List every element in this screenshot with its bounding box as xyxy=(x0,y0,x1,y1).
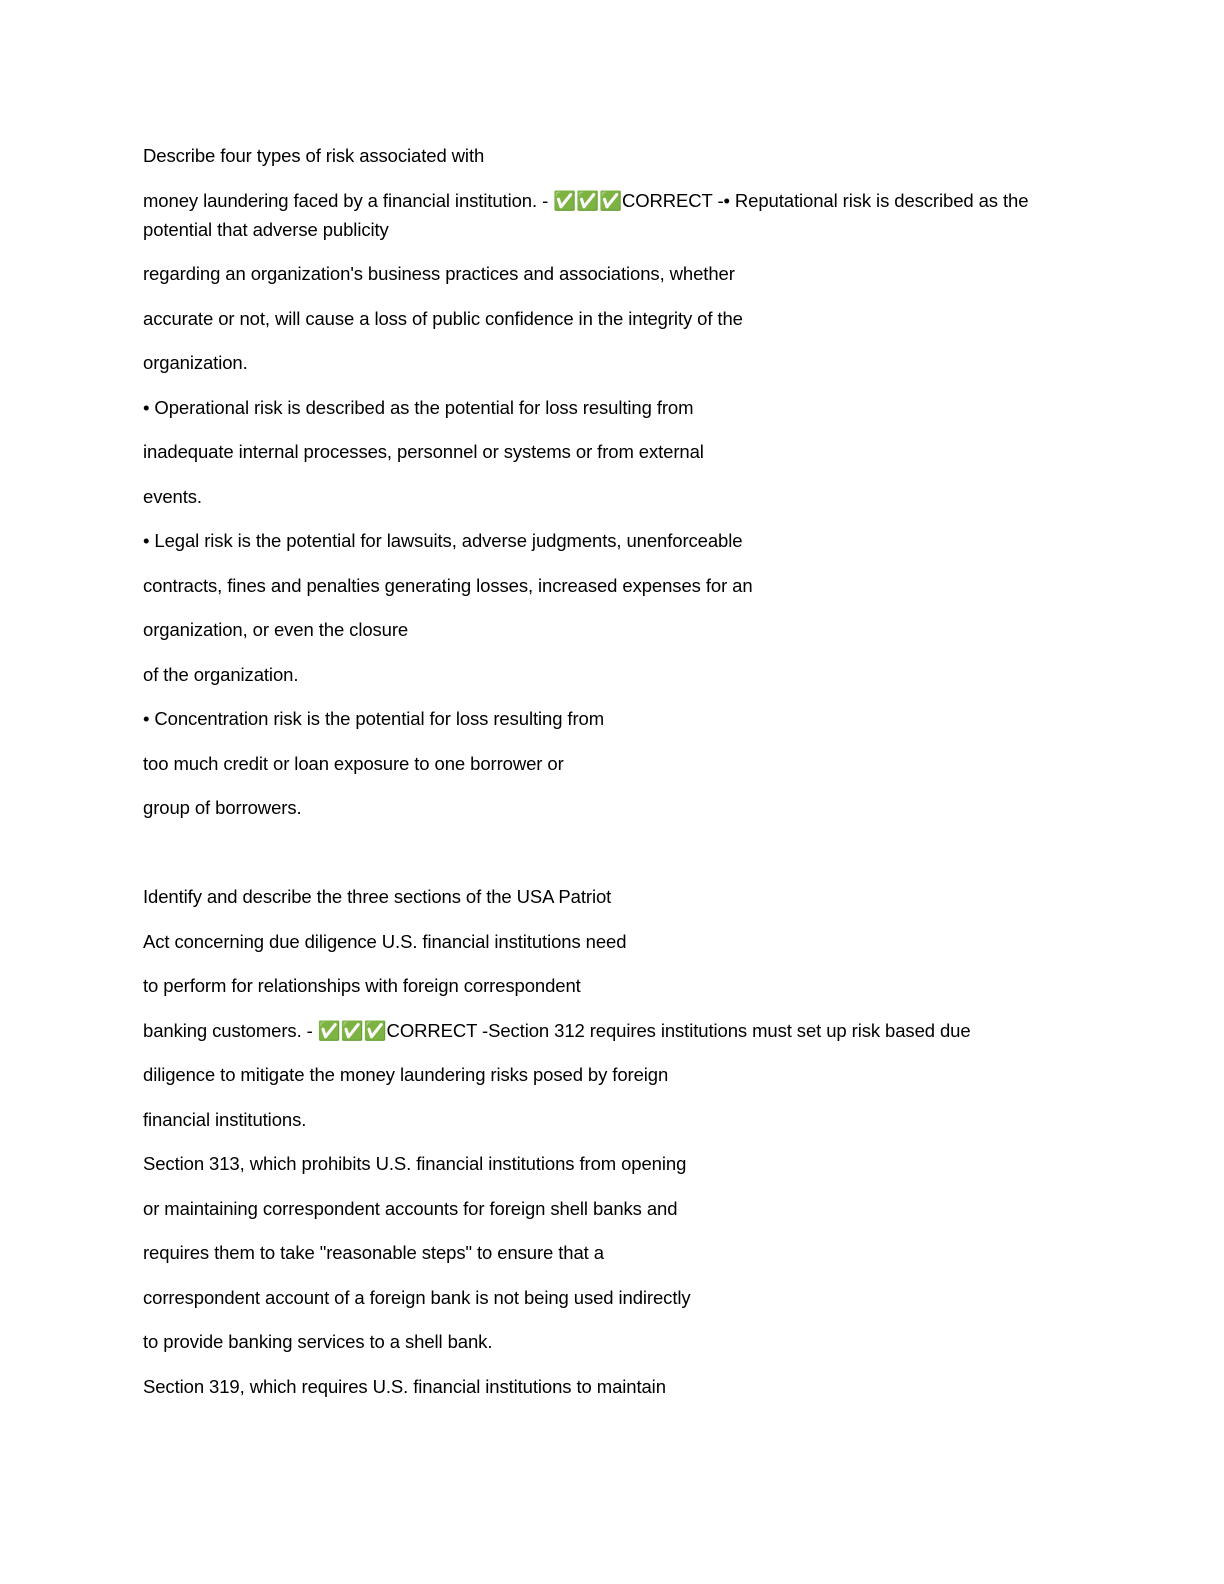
q1-line: organization. xyxy=(143,352,248,373)
q2-line: diligence to mitigate the money laundering risks posed by foreign xyxy=(143,1064,669,1085)
q2-line: to perform for relationships with foreign correspondent xyxy=(143,975,581,996)
q2-line: Section 313, which prohibits U.S. financial institutions from opening xyxy=(143,1153,687,1174)
q2-line: banking customers. - ✅✅✅CORRECT -Section 312 requires institutions must set up risk based due xyxy=(143,1020,971,1041)
q1-line: inadequate internal processes, personnel or systems or from external xyxy=(143,441,704,462)
q1-question: Describe four types of risk associated with xyxy=(143,145,485,166)
q1-line: regarding an organization's business practices and associations, whether xyxy=(143,263,735,284)
q2-line: Section 319, which requires U.S. financial institutions to maintain xyxy=(143,1376,666,1397)
q1-line: • Operational risk is described as the potential for loss resulting from xyxy=(143,397,694,418)
q2-line: requires them to take "reasonable steps" to ensure that a xyxy=(143,1242,604,1263)
q2-line: financial institutions. xyxy=(143,1109,307,1130)
q2-line: Act concerning due diligence U.S. financial institutions need xyxy=(143,931,627,952)
q2-line: Identify and describe the three sections of the USA Patriot xyxy=(143,886,612,907)
q1-line: organization, or even the closure xyxy=(143,619,409,640)
q2-line: to provide banking services to a shell bank. xyxy=(143,1331,493,1352)
q1-line: group of borrowers. xyxy=(143,797,302,818)
q2-line: correspondent account of a foreign bank is not being used indirectly xyxy=(143,1287,691,1308)
q1-line: events. xyxy=(143,486,202,507)
q1-line: accurate or not, will cause a loss of public confidence in the integrity of the xyxy=(143,308,743,329)
q1-line: too much credit or loan exposure to one borrower or xyxy=(143,753,564,774)
q1-line: • Legal risk is the potential for lawsuits, adverse judgments, unenforceable xyxy=(143,530,743,551)
q1-line: of the organization. xyxy=(143,664,299,685)
q2-line: or maintaining correspondent accounts for foreign shell banks and xyxy=(143,1198,678,1219)
q1-answer-first-line: money laundering faced by a financial institution. - ✅✅✅CORRECT -• Reputational risk is described as the potential that adverse publicity xyxy=(143,190,1029,240)
q1-line: • Concentration risk is the potential for loss resulting from xyxy=(143,708,605,729)
q1-line: contracts, fines and penalties generating losses, increased expenses for an xyxy=(143,575,753,596)
